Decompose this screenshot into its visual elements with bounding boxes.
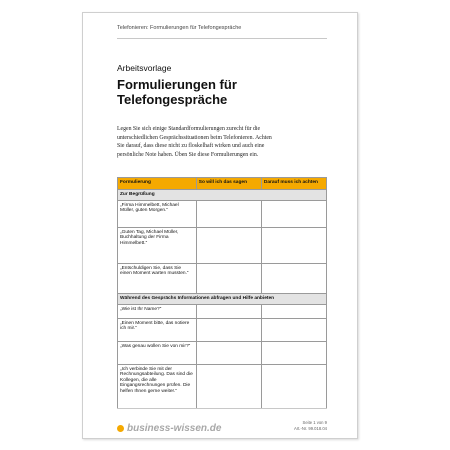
note-cell[interactable] xyxy=(261,319,326,342)
table-row xyxy=(118,228,327,264)
intro-paragraph: Legen Sie sich einige Standardformulierungen zurecht für die unterschiedlichen Gesprächssituationen beim Telefonieren. Achten Sie darauf, dass diese nicht zu floskelhaft wirken und auch eine persönliche Note haben. Üben Sie diese Formulierungen ein. xyxy=(117,126,272,158)
column-header-so-will-ich: So will ich das sagen xyxy=(196,178,261,190)
page-number: Seite 1 von 9 xyxy=(302,420,327,425)
table-row xyxy=(118,342,327,365)
answer-cell[interactable] xyxy=(196,201,261,228)
phrase-cell: „Wie ist Ihr Name?“ xyxy=(118,305,197,319)
note-cell[interactable] xyxy=(261,305,326,319)
header-divider xyxy=(117,38,327,39)
table-header-row xyxy=(118,178,327,190)
answer-cell[interactable] xyxy=(196,228,261,264)
answer-cell[interactable] xyxy=(196,264,261,294)
phrases-table xyxy=(117,177,327,409)
section-row xyxy=(118,190,327,201)
table-row xyxy=(118,305,327,319)
answer-cell[interactable] xyxy=(196,305,261,319)
note-cell[interactable] xyxy=(261,228,326,264)
column-header-darauf-achten: Darauf muss ich achten xyxy=(261,178,326,190)
answer-cell[interactable] xyxy=(196,319,261,342)
note-cell[interactable] xyxy=(261,365,326,409)
section-row xyxy=(118,294,327,305)
note-cell[interactable] xyxy=(261,264,326,294)
document-title: Formulierungen für Telefongespräche xyxy=(117,77,237,107)
table-row xyxy=(118,201,327,228)
section-title: Während des Gesprächs Informationen abfragen und Hilfe anbieten xyxy=(118,294,327,305)
footer-meta xyxy=(294,420,327,432)
phrase-cell: „Entschuldigen Sie, dass Sie einen Moment warten mussten.“ xyxy=(118,264,197,294)
table-row xyxy=(118,319,327,342)
answer-cell[interactable] xyxy=(196,342,261,365)
phrase-cell: „Ich verbinde Sie mit der Rechnungsabteilung. Das sind die Kollegen, die alle Eingangsrechnungen prüfen. Die helfen Ihnen gerne weiter.“ xyxy=(118,365,197,409)
document-kicker: Arbeitsvorlage xyxy=(117,63,172,73)
column-header-formulierung: Formulierung xyxy=(118,178,197,190)
article-number: Art.-Nr. 99.018.04 xyxy=(293,426,327,431)
phrase-cell: „Was genau wollen Sie von mir?“ xyxy=(118,342,197,365)
document-page xyxy=(82,12,358,439)
table-row xyxy=(118,264,327,294)
note-cell[interactable] xyxy=(261,342,326,365)
phrase-cell: „Einen Moment bitte, das notiere ich mir.“ xyxy=(118,319,197,342)
logo-text: business-wissen.de xyxy=(127,423,222,434)
footer-divider xyxy=(117,408,327,409)
logo-dot-icon xyxy=(117,425,124,432)
phrase-cell: „Guten Tag, Michael Müller, Buchhaltung der Firma Himmelbett.“ xyxy=(118,228,197,264)
phrase-cell: „Firma Himmelbett, Michael Müller, guten Morgen.“ xyxy=(118,201,197,228)
publisher-logo xyxy=(117,423,221,434)
answer-cell[interactable] xyxy=(196,365,261,409)
table-row xyxy=(118,365,327,409)
note-cell[interactable] xyxy=(261,201,326,228)
running-header: Telefonieren: Formulierungen für Telefongespräche xyxy=(117,25,242,31)
section-title: Zur Begrüßung xyxy=(118,190,327,201)
